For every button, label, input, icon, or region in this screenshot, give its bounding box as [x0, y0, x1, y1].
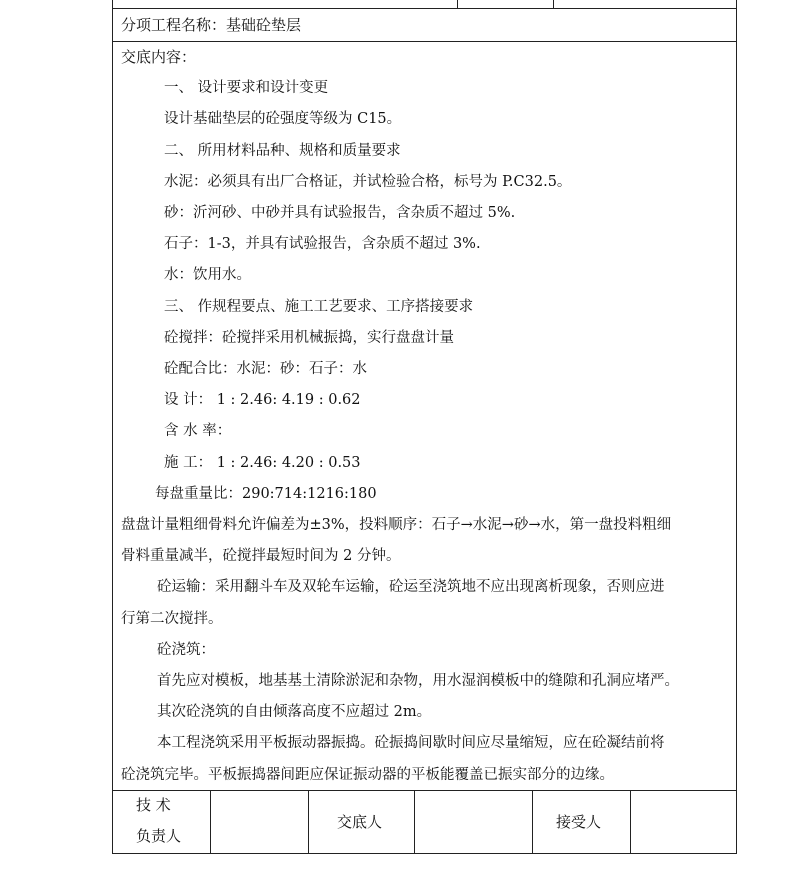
footer-divider-3 — [414, 790, 415, 854]
project-name-value: 基础砼垫层 — [226, 16, 302, 34]
footer-divider-2 — [308, 790, 309, 854]
top-row-divider-1 — [457, 0, 458, 8]
water-requirement: 水：饮用水。 — [164, 267, 251, 283]
design-strength-text: 设计基础垫层的砼强度等级为 C15。 — [164, 111, 402, 127]
footer-divider-4 — [532, 790, 533, 854]
mix-ratio-heading: 砼配合比：水泥：砂：石子：水 — [164, 361, 367, 377]
sand-requirement: 砂：沂河砂、中砂并具有试验报告，含杂质不超过 5%. — [164, 205, 516, 221]
pouring-step-2: 其次砼浇筑的自由倾落高度不应超过 2m。 — [157, 704, 432, 720]
pouring-heading: 砼浇筑： — [157, 642, 215, 658]
top-row-bottom-border — [112, 8, 737, 9]
project-name-label: 分项工程名称： — [121, 16, 227, 34]
project-name-row-border — [112, 41, 737, 42]
content-header: 交底内容： — [121, 48, 197, 66]
footer-bottom-border — [112, 853, 737, 854]
footer-top-border — [112, 790, 737, 791]
moisture-content: 含 水 率： — [164, 423, 232, 439]
transport-text-line1: 砼运输：采用翻斗车及双轮车运输，砼运至浇筑地不应出现离析现象，否则应进 — [157, 579, 665, 595]
section-1-heading: 一、 设计要求和设计变更 — [164, 80, 329, 96]
section-3-heading: 三、 作规程要点、施工工艺要求、工序搭接要求 — [164, 299, 474, 315]
mixing-text: 砼搅拌：砼搅拌采用机械振捣，实行盘盘计量 — [164, 330, 454, 346]
design-ratio: 设 计： 1 : 2.46: 4.19 : 0.62 — [164, 392, 361, 408]
vibration-text-line2: 砼浇筑完毕。平板振捣器间距应保证振动器的平板能覆盖已振实部分的边缘。 — [121, 767, 614, 783]
tech-lead-label-line2: 负责人 — [136, 827, 182, 845]
tech-lead-label-line1: 技 术 — [136, 796, 171, 814]
footer-divider-1 — [210, 790, 211, 854]
cement-requirement: 水泥：必须具有出厂合格证，并试检验合格，标号为 P.C32.5。 — [164, 174, 572, 190]
construction-ratio: 施 工： 1 : 2.46: 4.20 : 0.53 — [164, 455, 361, 471]
handover-person-label: 交底人 — [337, 813, 383, 831]
pouring-step-1: 首先应对模板，地基基土清除淤泥和杂物，用水湿润模板中的缝隙和孔洞应堵严。 — [157, 673, 679, 689]
frame-left-border — [112, 0, 113, 854]
batching-tolerance-line1: 盘盘计量粗细骨料允许偏差为±3%，投料顺序：石子→水泥→砂→水，第一盘投料粗细 — [121, 517, 672, 533]
project-name-row — [121, 15, 301, 35]
receiver-label: 接受人 — [556, 813, 602, 831]
batch-weight-ratio: 每盘重量比：290:714:1216:180 — [155, 486, 377, 502]
section-2-heading: 二、 所用材料品种、规格和质量要求 — [164, 143, 401, 159]
top-row-divider-2 — [553, 0, 554, 8]
batching-tolerance-line2: 骨料重量减半，砼搅拌最短时间为 2 分钟。 — [121, 548, 401, 564]
frame-right-border — [736, 0, 737, 854]
vibration-text-line1: 本工程浇筑采用平板振动器振捣。砼振捣间歇时间应尽量缩短，应在砼凝结前将 — [157, 735, 665, 751]
transport-text-line2: 行第二次搅拌。 — [121, 611, 223, 627]
footer-divider-5 — [630, 790, 631, 854]
gravel-requirement: 石子：1-3，并具有试验报告，含杂质不超过 3%. — [164, 236, 481, 252]
